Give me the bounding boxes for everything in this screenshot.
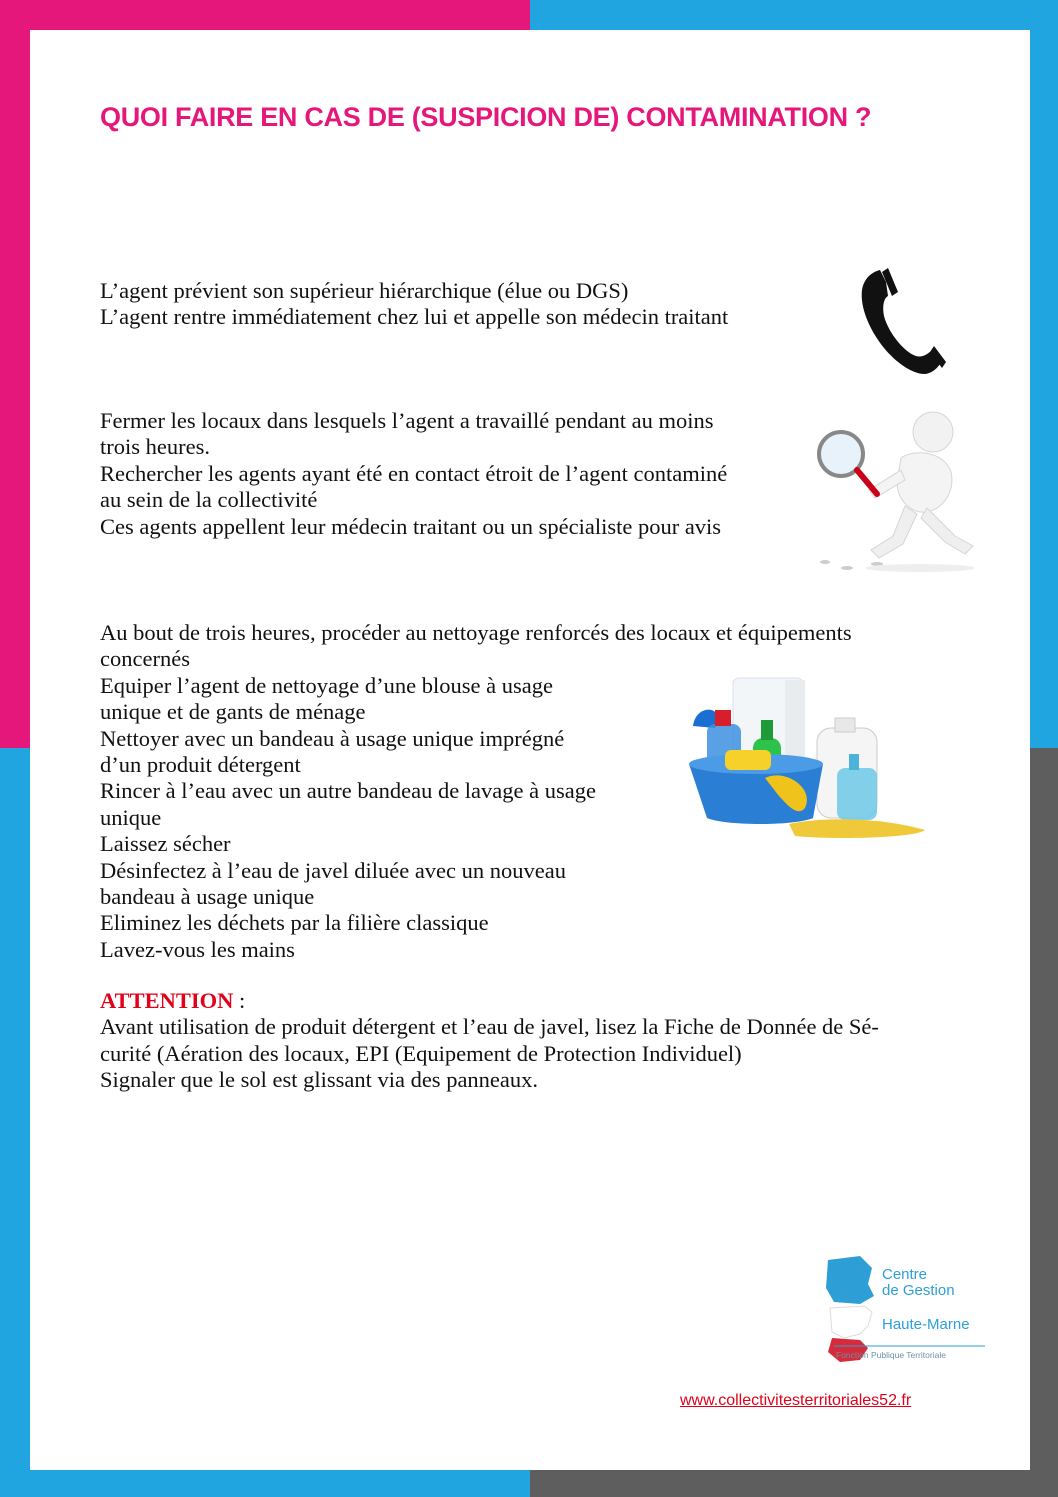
- gray-band-bottom: [530, 1470, 1058, 1497]
- text-line: L’agent rentre immédiatement chez lui et appelle son médecin traitant: [100, 304, 729, 330]
- logo-tagline: Fonction Publique Territoriale: [836, 1350, 946, 1360]
- section-contacts: [100, 408, 727, 540]
- attention-label: ATTENTION: [100, 988, 234, 1013]
- blue-band-top: [530, 0, 1058, 30]
- text-line: Lavez-vous les mains: [100, 936, 295, 962]
- text-line: Rincer à l’eau avec un autre bandeau de lavage à usage: [100, 778, 596, 804]
- logo-line-2: de Gestion: [882, 1282, 955, 1299]
- section-call: [100, 278, 728, 331]
- text-line: Eliminez les déchets par la filière classique: [100, 910, 489, 936]
- text-line: Au bout de trois heures, procéder au nettoyage renforcés des locaux et équipements: [100, 620, 852, 645]
- content-card: [30, 30, 1030, 1470]
- logo-line-3: Haute-Marne: [882, 1316, 970, 1333]
- blue-band-bottom: [0, 1470, 530, 1497]
- text-line: Nettoyer avec un bandeau à usage unique imprégné: [100, 725, 565, 751]
- phone-icon: [858, 266, 948, 378]
- text-line: curité (Aération des locaux, EPI (Equipement de Protection Individuel): [100, 1040, 742, 1066]
- section-attention: [100, 988, 879, 1094]
- attention-colon: :: [233, 988, 246, 1013]
- text-line: Ces agents appellent leur médecin traitant ou un spécialiste pour avis: [100, 513, 722, 539]
- text-line: Laissez sécher: [100, 831, 231, 857]
- text-line: Rechercher les agents ayant été en contact étroit de l’agent contaminé: [100, 460, 728, 486]
- text-line: d’un produit détergent: [100, 752, 301, 778]
- page-title: QUOI FAIRE EN CAS DE (SUSPICION DE) CONTAMINATION ?: [100, 102, 872, 132]
- text-line: trois heures.: [100, 434, 210, 460]
- pink-band-top: [0, 0, 530, 30]
- logo-line-1: Centre: [882, 1266, 928, 1283]
- attention-heading: [100, 988, 879, 1014]
- text-line: Avant utilisation de produit détergent et l’eau de javel, lisez la Fiche de Donnée de Sé-: [100, 1014, 879, 1040]
- text-line: Fermer les locaux dans lesquels l’agent a travaillé pendant au moins: [100, 408, 714, 433]
- website-link[interactable]: www.collectivitesterritoriales52.fr: [680, 1392, 912, 1409]
- text-line: au sein de la collectivité: [100, 487, 318, 513]
- pink-band-left: [0, 0, 30, 748]
- centre-de-gestion-logo: [820, 1250, 1000, 1365]
- text-line: Désinfectez à l’eau de javel diluée avec un nouveau: [100, 857, 567, 883]
- gray-band-right: [1030, 748, 1058, 1497]
- text-line: L’agent prévient son supérieur hiérarchique (élue ou DGS): [100, 278, 629, 303]
- text-line: concernés: [100, 646, 190, 672]
- text-line: unique: [100, 804, 162, 830]
- blue-band-right: [1030, 0, 1058, 748]
- text-line: Equiper l’agent de nettoyage d’une blouse à usage: [100, 672, 553, 698]
- blue-band-left: [0, 748, 30, 1497]
- text-line: Signaler que le sol est glissant via des panneaux.: [100, 1067, 539, 1093]
- text-line: unique et de gants de ménage: [100, 699, 366, 725]
- text-line: bandeau à usage unique: [100, 884, 315, 910]
- cleaning-products-icon: [685, 668, 935, 853]
- magnifying-glass-figure-icon: [805, 408, 980, 573]
